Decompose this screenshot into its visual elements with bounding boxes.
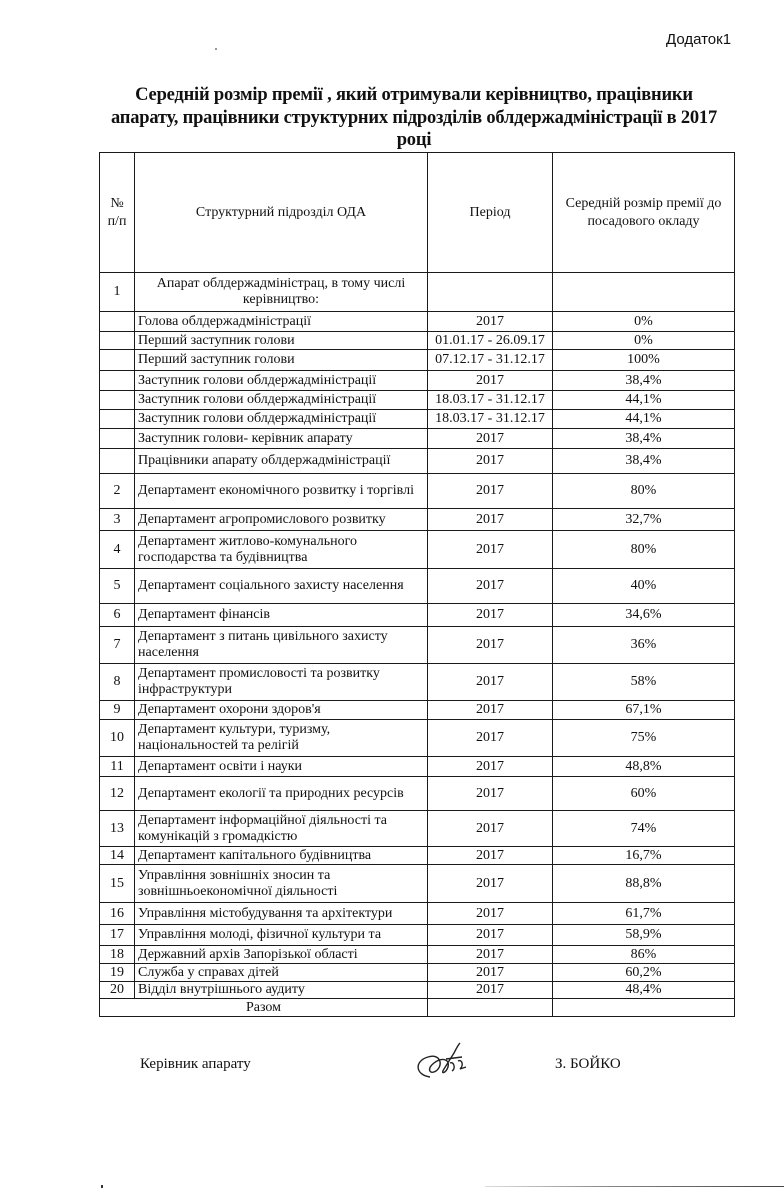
row-number: 1 [100,273,135,312]
row-number: 20 [100,982,135,999]
avg-bonus-value: 61,7% [553,903,735,925]
avg-bonus-value: 36% [553,627,735,664]
unit-name: Апарат облдержадміністрац, в тому числі керівництво: [135,273,428,312]
unit-name: Департамент культури, туризму, національностей та релігій [135,720,428,757]
scan-artifact [215,48,217,50]
table-row [100,964,735,982]
avg-bonus-value: 40% [553,569,735,604]
row-number: 5 [100,569,135,604]
table-row [100,627,735,664]
col-header-unit: Структурний підрозділ ОДА [135,153,428,273]
period: 2017 [428,777,553,811]
period: 2017 [428,925,553,946]
table-row [100,982,735,999]
avg-bonus-value: 38,4% [553,429,735,449]
period: 2017 [428,627,553,664]
avg-bonus-value: 58,9% [553,925,735,946]
col-header-avg-bonus: Середній розмір премії до посадового окладу [553,153,735,273]
row-number: 6 [100,604,135,627]
row-number: 2 [100,474,135,509]
unit-name: Перший заступник голови [135,332,428,350]
row-number: 19 [100,964,135,982]
row-number: 18 [100,946,135,964]
unit-name: Департамент освіти і науки [135,757,428,777]
table-row [100,429,735,449]
avg-bonus-value: 60,2% [553,964,735,982]
avg-bonus-value: 74% [553,811,735,847]
avg-bonus-value: 0% [553,332,735,350]
period: 18.03.17 - 31.12.17 [428,391,553,410]
table-header-row [100,153,735,273]
row-number: 4 [100,531,135,569]
avg-bonus-value [553,273,735,312]
period [428,273,553,312]
table-row [100,847,735,865]
bonus-table [99,152,735,1017]
period: 2017 [428,509,553,531]
avg-bonus-value: 48,4% [553,982,735,999]
table-row [100,757,735,777]
table-row [100,903,735,925]
unit-name: Служба у справах дітей [135,964,428,982]
period: 2017 [428,964,553,982]
period: 2017 [428,474,553,509]
unit-name: Департамент економічного розвитку і торгівлі [135,474,428,509]
signatory-name: З. БОЙКО [555,1056,621,1072]
unit-name: Департамент агропромислового розвитку [135,509,428,531]
avg-bonus-value: 34,6% [553,604,735,627]
period: 07.12.17 - 31.12.17 [428,350,553,371]
period: 2017 [428,720,553,757]
table-row [100,701,735,720]
row-number: 14 [100,847,135,865]
unit-name: Управління містобудування та архітектури [135,903,428,925]
table-row [100,925,735,946]
signature-block [140,1053,640,1083]
table-row [100,391,735,410]
unit-name: Департамент соціального захисту населення [135,569,428,604]
period: 2017 [428,531,553,569]
row-number [100,449,135,474]
period: 2017 [428,701,553,720]
period: 2017 [428,371,553,391]
avg-bonus-value: 80% [553,531,735,569]
unit-name: Департамент фінансів [135,604,428,627]
unit-name: Заступник голови- керівник апарату [135,429,428,449]
unit-name: Департамент інформаційної діяльності та комунікацій з громадкістю [135,811,428,847]
avg-bonus-value: 75% [553,720,735,757]
signatory-position: Керівник апарату [140,1056,251,1072]
table-row [100,664,735,701]
row-number: 15 [100,865,135,903]
row-number: 10 [100,720,135,757]
row-number: 7 [100,627,135,664]
total-value [553,999,735,1017]
unit-name: Голова облдержадміністрації [135,312,428,332]
period: 2017 [428,664,553,701]
table-row [100,332,735,350]
total-row [100,999,735,1017]
row-number [100,429,135,449]
avg-bonus-value: 44,1% [553,391,735,410]
avg-bonus-value: 80% [553,474,735,509]
unit-name: Департамент промисловості та розвитку інфраструктури [135,664,428,701]
period: 2017 [428,847,553,865]
unit-name: Управління молоді, фізичної культури та [135,925,428,946]
table-row [100,449,735,474]
table-row [100,509,735,531]
avg-bonus-value: 32,7% [553,509,735,531]
avg-bonus-value: 88,8% [553,865,735,903]
period: 18.03.17 - 31.12.17 [428,410,553,429]
row-number: 11 [100,757,135,777]
unit-name: Заступник голови облдержадміністрації [135,410,428,429]
table-row [100,410,735,429]
period: 2017 [428,903,553,925]
row-number [100,312,135,332]
avg-bonus-value: 60% [553,777,735,811]
unit-name: Департамент екології та природних ресурсів [135,777,428,811]
scan-artifact [101,1185,103,1188]
row-number [100,391,135,410]
table-row [100,604,735,627]
table-row [100,350,735,371]
avg-bonus-value: 48,8% [553,757,735,777]
unit-name: Працівники апарату облдержадміністрації [135,449,428,474]
unit-name: Департамент житлово-комунального господарства та будівництва [135,531,428,569]
row-number [100,371,135,391]
avg-bonus-value: 86% [553,946,735,964]
row-number: 8 [100,664,135,701]
table-row [100,777,735,811]
table-row [100,569,735,604]
period: 2017 [428,946,553,964]
period: 2017 [428,312,553,332]
table-row [100,531,735,569]
period: 2017 [428,811,553,847]
row-number: 12 [100,777,135,811]
period: 01.01.17 - 26.09.17 [428,332,553,350]
col-header-period: Період [428,153,553,273]
document-title: Середній розмір премії , який отримували керівництво, працівники апарату, працівники структурних підрозділів облдержадміністрації в 2017 році [110,85,718,150]
table-row [100,720,735,757]
table-row [100,946,735,964]
period: 2017 [428,982,553,999]
period: 2017 [428,449,553,474]
unit-name: Державний архів Запорізької області [135,946,428,964]
table-row [100,474,735,509]
unit-name: Департамент з питань цивільного захисту населення [135,627,428,664]
table-row [100,312,735,332]
avg-bonus-value: 38,4% [553,449,735,474]
period: 2017 [428,757,553,777]
row-number [100,332,135,350]
annex-label: Додаток1 [666,31,732,48]
unit-name: Заступник голови облдержадміністрації [135,391,428,410]
row-number [100,410,135,429]
period: 2017 [428,429,553,449]
row-number: 9 [100,701,135,720]
unit-name: Відділ внутрішнього аудиту [135,982,428,999]
row-number: 13 [100,811,135,847]
period: 2017 [428,569,553,604]
avg-bonus-value: 67,1% [553,701,735,720]
period: 2017 [428,604,553,627]
avg-bonus-value: 100% [553,350,735,371]
avg-bonus-value: 38,4% [553,371,735,391]
row-number: 17 [100,925,135,946]
row-number [100,350,135,371]
table-row [100,273,735,312]
table-row [100,371,735,391]
avg-bonus-value: 16,7% [553,847,735,865]
avg-bonus-value: 58% [553,664,735,701]
row-number: 16 [100,903,135,925]
unit-name: Департамент охорони здоров'я [135,701,428,720]
unit-name: Департамент капітального будівництва [135,847,428,865]
unit-name: Управління зовнішніх зносин та зовнішньоекономічної діяльності [135,865,428,903]
period: 2017 [428,865,553,903]
total-label: Разом [100,999,428,1017]
table-row [100,811,735,847]
total-period [428,999,553,1017]
unit-name: Заступник голови облдержадміністрації [135,371,428,391]
unit-name: Перший заступник голови [135,350,428,371]
row-number: 3 [100,509,135,531]
scan-edge-line [485,1186,784,1187]
avg-bonus-value: 44,1% [553,410,735,429]
avg-bonus-value: 0% [553,312,735,332]
handwritten-signature-icon [410,1039,480,1089]
table-row [100,865,735,903]
col-header-num: № п/п [100,153,135,273]
